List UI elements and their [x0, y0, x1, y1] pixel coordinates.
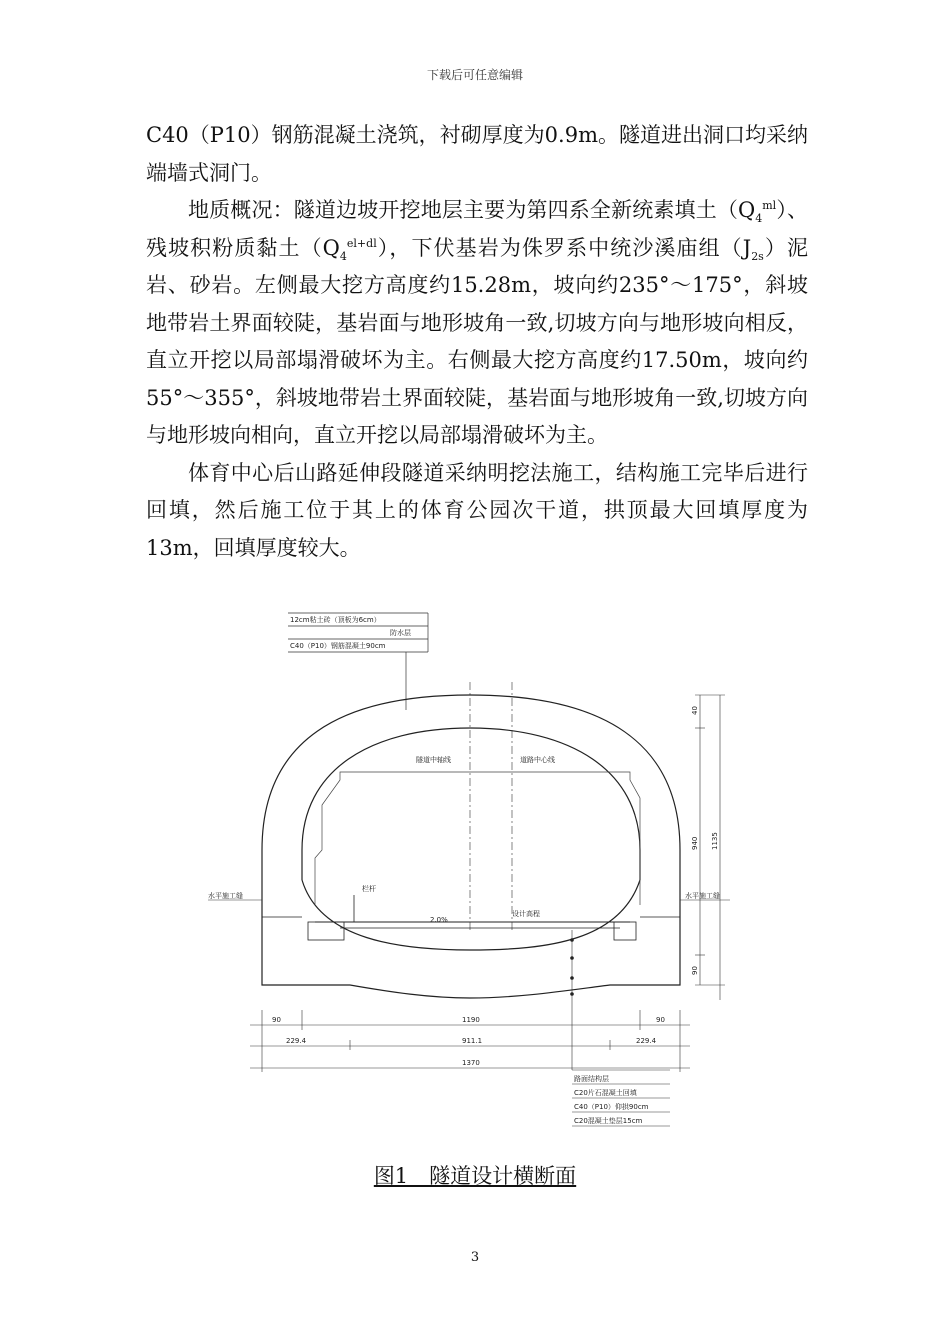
invert-arch [302, 880, 640, 950]
right-dimensions [695, 695, 725, 1000]
right-joint-label: 水平施工缝 [685, 892, 720, 900]
dim-right-1135: 1135 [711, 832, 719, 850]
geology-sup-2: el+dl [346, 236, 377, 250]
geology-text-b: ）、残坡积粉质黏土（Q [146, 198, 808, 260]
leader-dot-3 [570, 976, 574, 980]
top-label-3: C40（P10）钢筋混凝土90cm [290, 642, 386, 650]
paragraph-geology [146, 192, 808, 455]
road-center-label: 道路中心线 [520, 756, 555, 764]
bottom-label-2: C20片石混凝土回填 [574, 1089, 637, 1097]
geology-sub-3: 2s [751, 249, 764, 263]
geology-sub-2: 4 [339, 249, 347, 263]
left-joint-label: 水平施工缝 [208, 892, 243, 900]
leader-dot-2 [570, 956, 574, 960]
paragraph-lining: C40（P10）钢筋混凝土浇筑，衬砌厚度为0.9m。隧道进出洞口均采纳端墙式洞门。 [146, 123, 808, 185]
tunnel-axis-label: 隧道中轴线 [416, 756, 451, 764]
figure-caption-text: 图1 隧道设计横断面 [373, 1164, 577, 1188]
bottom-label-3: C40（P10）仰拱90cm [574, 1103, 649, 1111]
inner-arch [302, 728, 640, 880]
geology-text-a: 地质概况：隧道边坡开挖地层主要为第四系全新统素填土（Q [188, 198, 756, 222]
outer-arch [262, 695, 680, 880]
geology-text-d: ）泥岩、砂岩。左侧最大挖方高度约15.28m，坡向约235°～175°，斜坡地带岩土界面较陡，基岩面与地形坡角一致,切坡方向与地形坡向相反，直立开挖以局部塌滑破坏为主。右侧最大挖方高度约17.50m，坡向约55°～355°，斜坡地带岩土界面较陡，基岩面与地形坡角一致,切坡方向与地形坡向相向，直立开挖以局部塌滑破坏为主。 [146, 235, 809, 447]
leader-dot-4 [570, 992, 574, 996]
dim-bottom-229-left: 229.4 [286, 1037, 307, 1045]
railing-label: 栏杆 [362, 885, 376, 893]
dim-bottom-90-right: 90 [656, 1016, 665, 1024]
dim-bottom-1370: 1370 [462, 1059, 480, 1067]
bottom-label-1: 路面结构层 [574, 1075, 609, 1083]
geology-text-c: ），下伏基岩为侏罗系中统沙溪庙组（J [376, 235, 752, 260]
dim-bottom-911: 911.1 [462, 1037, 483, 1045]
design-elev-label: 设计高程 [512, 910, 540, 918]
tunnel-cross-section-figure [190, 600, 720, 1140]
dim-right-940: 940 [691, 836, 699, 850]
geology-sub-1: 4 [755, 212, 763, 226]
base-outline [262, 880, 680, 998]
dim-bottom-229-right: 229.4 [636, 1037, 657, 1045]
page-header: 下载后可任意编辑 [426, 68, 523, 82]
dim-bottom-1190: 1190 [462, 1016, 480, 1024]
top-label-box [288, 613, 428, 710]
figure-caption [0, 1160, 950, 1190]
geology-sup-1: ml [762, 199, 777, 212]
slope-label: 2.0% [430, 916, 448, 924]
tunnel-drawing [190, 600, 720, 1140]
dim-bottom-90-left: 90 [272, 1016, 281, 1024]
dim-right-90: 90 [691, 966, 699, 975]
top-label-1: 12cm粘土砖（顶板为6cm） [290, 616, 381, 624]
body-text [146, 117, 808, 567]
dim-right-40: 40 [691, 706, 699, 715]
page-number: 3 [470, 1250, 480, 1265]
top-label-2: 防水层 [390, 629, 411, 637]
bottom-label-4: C20混凝土垫层15cm [574, 1117, 643, 1125]
right-sidewalk [614, 922, 636, 940]
paragraph-construction: 体育中心后山路延伸段隧道采纳明挖法施工，结构施工完毕后进行回填，然后施工位于其上的体育公园次干道，拱顶最大回填厚度为13m，回填厚度较大。 [146, 460, 808, 560]
leader-dot-1 [570, 938, 574, 942]
